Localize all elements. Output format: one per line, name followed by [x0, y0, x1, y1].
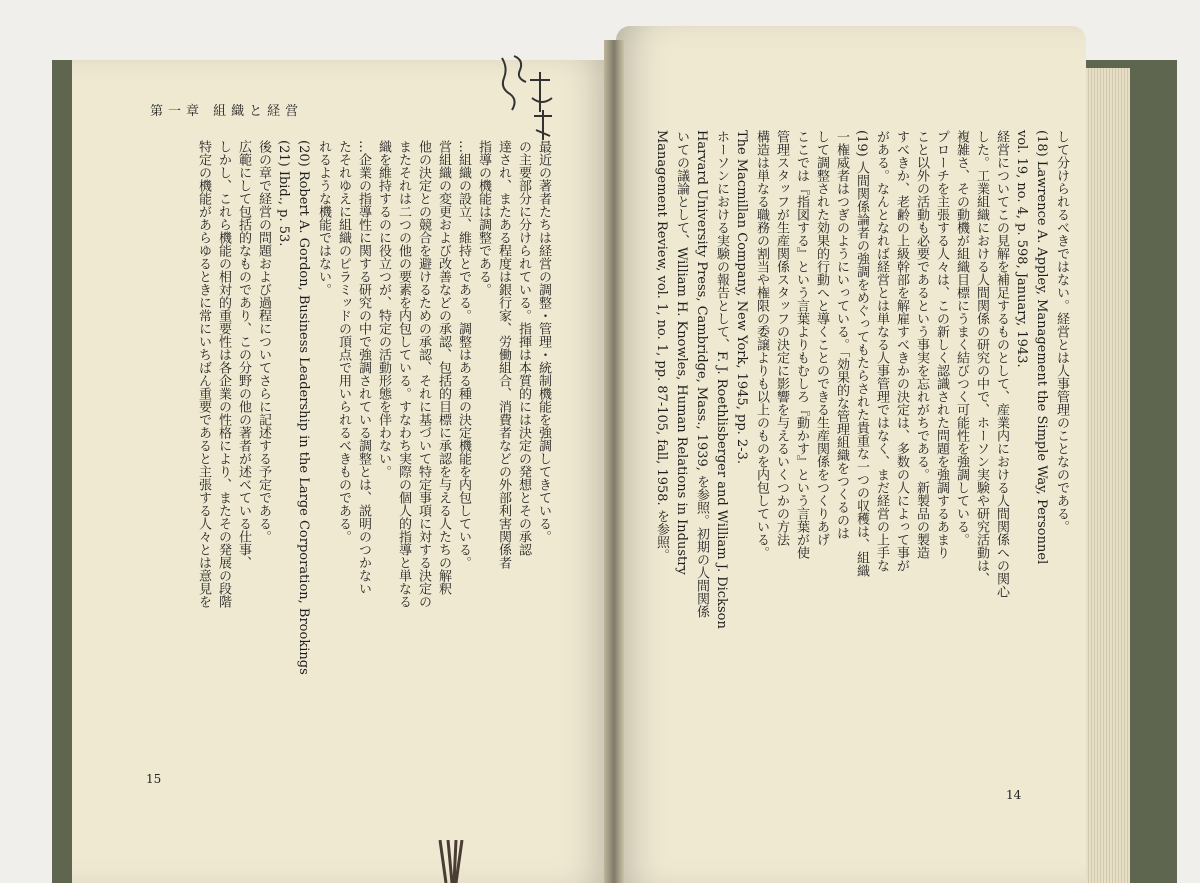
text-column: がある。なんとなれば経営とは単なる人事管理ではなく、まだ経営の上手な [874, 130, 889, 572]
text-column: 広範にして包括的なものであり、この分野の他の著者が述べている仕事、 [236, 140, 251, 569]
footnote: The Macmillan Company, New York, 1945, pp. 2-3. [734, 130, 749, 464]
text-column: 他の決定との競合を避けるための承認、それに基づいて特定事項に対する決定の [416, 140, 431, 608]
page-edges [1086, 68, 1130, 883]
text-column: して分けられるべきではない。経営とは人事管理のことなのである。 [1054, 130, 1069, 533]
handwritten-note-icon [494, 50, 564, 150]
text-column: 指導の機能は調整である。 [476, 140, 491, 296]
footnote: 構造は単なる職務の割当や権限の委譲よりも以上のものを内包している。 [754, 130, 769, 559]
footnote: 一権威者はつぎのようにいっている。「効果的な管理組織をつくるのは [834, 130, 849, 540]
footnote: ここでは『指図する』という言葉よりもむしろ『動かす』という言葉が使 [794, 130, 809, 559]
text-column: …組織の設立、維持とである。調整はある種の決定機能を内包している。 [456, 140, 471, 569]
text-column: 営組織の変更および改善などの承認、包括的目標に承認を与える人たちの解釈 [436, 140, 451, 595]
text-column: 最近の著者たちは経営の調整・管理・統制機能を強調してきている。 [536, 140, 551, 543]
footnote: (20) Robert A. Gordon, Business Leadership in the Large Corporation, Brookings [296, 140, 311, 675]
footnote: Harvard University Press, Cambridge, Mass., 1939, を参照。初期の人間関係 [694, 130, 709, 619]
footnote: Management Review, vol. 1, no. 1, pp. 87-105, fall, 1958. を参照。 [654, 130, 669, 562]
text-column: 織を維持するのに役立つが、特定の活動形態を伴わない。 [376, 140, 391, 478]
text-column: 複雑さ、その動機が組織目標にうまく結びつく可能性を強調している。 [954, 130, 969, 546]
running-head: 第一章 組織と経営 [150, 104, 304, 119]
text-column: の主要部分に分けられている。指揮は本質的には決定の発想とその承認 [516, 140, 531, 556]
bookmark-ribbon-icon [436, 840, 466, 883]
text-column: 達され、またある程度は銀行家、労働組合、消費者などの外部利害関係者 [496, 140, 511, 569]
footnote: いての議論として、William H. Knowles, Human Relations in Industry [674, 130, 689, 575]
text-column: しかし、これら機能の相対的重要性は各企業の性格により、またその発展の段階 [216, 140, 231, 608]
text-column: またそれは二つの他の要素を内包している。すなわち実際の個人的指導と単なる [396, 140, 411, 608]
right-page-text [640, 130, 1070, 770]
footnote: 管理スタッフが生産関係スタッフの決定に影響を与えるいくつかの方法 [774, 130, 789, 546]
text-column: …企業の指導性に関する研究の中で強調されている調整とは、説明のつかない [356, 140, 371, 595]
text-column: 経営についてこの見解を補足するものとして、産業内における人間関係への関心 [994, 130, 1009, 598]
text-column: すべきか、老齢の上級幹部を解雇すべきかの決定は、多数の人によって事が [894, 130, 909, 572]
left-page-number: 15 [146, 772, 162, 786]
footnote: ホーソンにおける実験の報告として、F. J. Roethlisberger and William J. Dickson [714, 130, 729, 629]
text-column: 特定の機能があらゆるときに常にいちばん重要であると主張する人々とは意見を [196, 140, 211, 608]
text-column: たそれゆえに組織のピラミッドの頂点で用いられるべきものである。 [336, 140, 351, 543]
footnote: (18) Lawrence A. Appley, Management the Simple Way, Personnel [1034, 130, 1049, 565]
text-column: プローチを主張する人々は、この新しく認識された問題を強調するあまり [934, 130, 949, 559]
book-gutter [604, 40, 624, 883]
text-column: 後の章で経営の問題および過程についてさらに記述する予定である。 [256, 140, 271, 543]
left-page-text [132, 140, 552, 750]
footnote: vol. 19, no. 4, p. 598, January, 1943. [1014, 130, 1029, 368]
text-column: れるような機能ではない。 [316, 140, 331, 296]
footnote: (19) 人間関係論者の強調をめぐってもたらされた貴重な一つの収穫は、組織 [854, 130, 869, 577]
text-column: こと以外の活動も必要であるという事実を忘れがちである。新製品の製造 [914, 130, 929, 559]
right-page-number: 14 [1006, 788, 1022, 802]
text-column: した。工業組織における人間関係の研究の中で、ホーソン実験や研究活動は、 [974, 130, 989, 585]
footnote: (21) Ibid., p. 53. [276, 140, 291, 247]
footnote: して調整された効果的行動へと導くことのできる生産関係をつくりあげ [814, 130, 829, 546]
